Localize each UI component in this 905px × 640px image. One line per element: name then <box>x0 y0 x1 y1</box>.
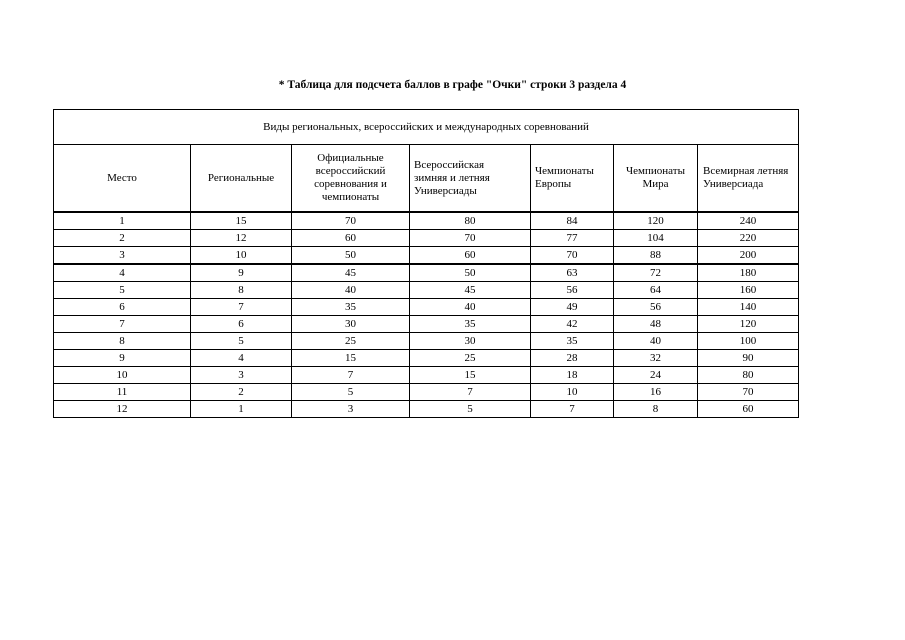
cell-european-championships: 77 <box>531 230 614 247</box>
cell-official-national: 35 <box>292 299 410 316</box>
cell-universiade-national: 30 <box>410 333 531 350</box>
cell-official-national: 45 <box>292 264 410 282</box>
cell-world-universiade: 120 <box>698 316 799 333</box>
table-row <box>54 247 799 265</box>
column-header-place: Место <box>54 145 191 213</box>
cell-european-championships: 84 <box>531 212 614 230</box>
cell-official-national: 7 <box>292 367 410 384</box>
cell-universiade-national: 80 <box>410 212 531 230</box>
cell-world-championships: 64 <box>614 282 698 299</box>
cell-world-universiade: 60 <box>698 401 799 418</box>
group-header-row <box>54 110 799 145</box>
cell-european-championships: 28 <box>531 350 614 367</box>
cell-universiade-national: 5 <box>410 401 531 418</box>
cell-regional: 9 <box>191 264 292 282</box>
cell-universiade-national: 60 <box>410 247 531 265</box>
cell-world-championships: 56 <box>614 299 698 316</box>
cell-world-universiade: 220 <box>698 230 799 247</box>
cell-european-championships: 10 <box>531 384 614 401</box>
column-header-row <box>54 145 799 213</box>
cell-regional: 10 <box>191 247 292 265</box>
cell-official-national: 70 <box>292 212 410 230</box>
cell-european-championships: 49 <box>531 299 614 316</box>
cell-universiade-national: 25 <box>410 350 531 367</box>
cell-universiade-national: 15 <box>410 367 531 384</box>
cell-world-universiade: 80 <box>698 367 799 384</box>
cell-official-national: 40 <box>292 282 410 299</box>
table-row <box>54 384 799 401</box>
cell-world-championships: 24 <box>614 367 698 384</box>
cell-world-championships: 32 <box>614 350 698 367</box>
cell-place: 3 <box>54 247 191 265</box>
cell-world-championships: 40 <box>614 333 698 350</box>
cell-universiade-national: 35 <box>410 316 531 333</box>
cell-universiade-national: 7 <box>410 384 531 401</box>
cell-place: 10 <box>54 367 191 384</box>
table-row <box>54 401 799 418</box>
table-row <box>54 282 799 299</box>
table-row <box>54 230 799 247</box>
table-row <box>54 212 799 230</box>
cell-european-championships: 56 <box>531 282 614 299</box>
cell-regional: 6 <box>191 316 292 333</box>
column-header-european-championships: Чемпионаты Европы <box>531 145 614 213</box>
cell-place: 2 <box>54 230 191 247</box>
cell-universiade-national: 70 <box>410 230 531 247</box>
cell-place: 8 <box>54 333 191 350</box>
cell-world-universiade: 180 <box>698 264 799 282</box>
cell-official-national: 30 <box>292 316 410 333</box>
cell-world-championships: 88 <box>614 247 698 265</box>
table-row <box>54 350 799 367</box>
group-header: Виды региональных, всероссийских и международных соревнований <box>54 110 799 145</box>
column-header-universiade-national: Всероссийская зимняя и летняя Универсиады <box>410 145 531 213</box>
cell-regional: 15 <box>191 212 292 230</box>
cell-world-universiade: 200 <box>698 247 799 265</box>
cell-place: 9 <box>54 350 191 367</box>
cell-world-championships: 8 <box>614 401 698 418</box>
cell-place: 12 <box>54 401 191 418</box>
cell-place: 11 <box>54 384 191 401</box>
table-row <box>54 299 799 316</box>
cell-world-championships: 16 <box>614 384 698 401</box>
cell-european-championships: 35 <box>531 333 614 350</box>
cell-european-championships: 7 <box>531 401 614 418</box>
points-table <box>53 109 799 418</box>
cell-world-championships: 104 <box>614 230 698 247</box>
cell-place: 5 <box>54 282 191 299</box>
cell-official-national: 15 <box>292 350 410 367</box>
cell-european-championships: 63 <box>531 264 614 282</box>
cell-world-universiade: 240 <box>698 212 799 230</box>
cell-world-championships: 72 <box>614 264 698 282</box>
cell-world-universiade: 140 <box>698 299 799 316</box>
table-row <box>54 367 799 384</box>
cell-regional: 7 <box>191 299 292 316</box>
cell-universiade-national: 50 <box>410 264 531 282</box>
cell-european-championships: 42 <box>531 316 614 333</box>
cell-world-universiade: 100 <box>698 333 799 350</box>
page-title: * Таблица для подсчета баллов в графе "Очки" строки 3 раздела 4 <box>278 79 627 91</box>
cell-regional: 5 <box>191 333 292 350</box>
cell-place: 1 <box>54 212 191 230</box>
cell-official-national: 60 <box>292 230 410 247</box>
cell-world-universiade: 160 <box>698 282 799 299</box>
cell-regional: 8 <box>191 282 292 299</box>
column-header-world-universiade: Всемирная летняя Универсиада <box>698 145 799 213</box>
table-row <box>54 333 799 350</box>
cell-universiade-national: 45 <box>410 282 531 299</box>
cell-official-national: 50 <box>292 247 410 265</box>
cell-universiade-national: 40 <box>410 299 531 316</box>
cell-official-national: 3 <box>292 401 410 418</box>
cell-place: 7 <box>54 316 191 333</box>
table-row <box>54 264 799 282</box>
column-header-world-championships: Чемпионаты Мира <box>614 145 698 213</box>
cell-european-championships: 18 <box>531 367 614 384</box>
cell-regional: 12 <box>191 230 292 247</box>
column-header-official-national: Официальные всероссийский соревнования и чемпионаты <box>292 145 410 213</box>
cell-official-national: 5 <box>292 384 410 401</box>
table-row <box>54 316 799 333</box>
cell-regional: 2 <box>191 384 292 401</box>
cell-place: 6 <box>54 299 191 316</box>
cell-world-universiade: 90 <box>698 350 799 367</box>
cell-regional: 4 <box>191 350 292 367</box>
cell-place: 4 <box>54 264 191 282</box>
cell-world-championships: 48 <box>614 316 698 333</box>
cell-regional: 1 <box>191 401 292 418</box>
cell-regional: 3 <box>191 367 292 384</box>
cell-world-championships: 120 <box>614 212 698 230</box>
cell-european-championships: 70 <box>531 247 614 265</box>
cell-world-universiade: 70 <box>698 384 799 401</box>
column-header-regional: Региональные <box>191 145 292 213</box>
cell-official-national: 25 <box>292 333 410 350</box>
